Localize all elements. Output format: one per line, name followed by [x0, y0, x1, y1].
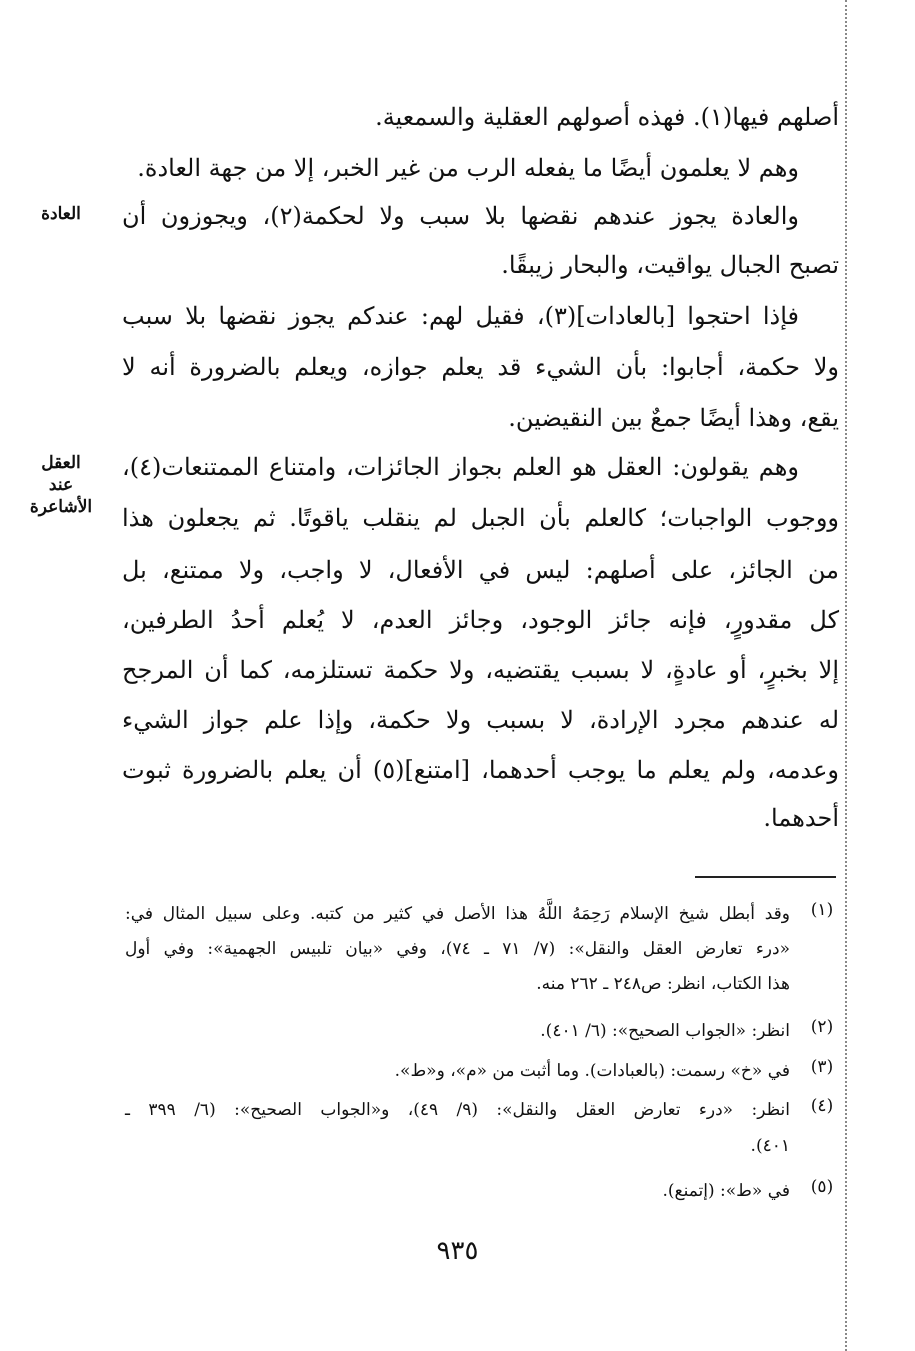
footnote-line: في «ط»: (إتمنع). — [662, 1181, 790, 1201]
margin-dotted-rule — [845, 0, 847, 1351]
footnote-number: (٣) — [810, 1057, 834, 1077]
margin-note-reason — [18, 452, 104, 518]
footnote-line: انظر: «الجواب الصحيح»: (٦/ ٤٠١). — [540, 1021, 790, 1041]
body-line: ووجوب الواجبات؛ كالعلم بأن الجبل لم ينقلب ياقوتًا. ثم يجعلون هذا — [122, 504, 839, 532]
footnote-2 — [125, 1014, 842, 1048]
body-line: له عندهم مجرد الإرادة، لا بسبب ولا حكمة، وإذا علم جواز الشيء — [122, 706, 840, 734]
body-line: ولا حكمة، أجابوا: بأن الشيء قد يعلم جوازه، ويعلم بالضرورة أنه لا — [122, 353, 839, 381]
body-line: يقع، وهذا أيضًا جمعٌ بين النقيضين. — [508, 404, 839, 432]
footnote-5 — [125, 1174, 842, 1208]
footnote-line: في «خ» رسمت: (بالعبادات). وما أثبت من «م»، و«ط». — [394, 1061, 790, 1081]
footnote-line: انظر: «درء تعارض العقل والنقل»: (٩/ ٤٩)، و«الجواب الصحيح»: (٦/ ٣٩٩ ـ — [125, 1100, 790, 1120]
margin-note-reason-line-2: عند الأشاعرة — [29, 475, 93, 517]
page-number: ٩٣٥ — [436, 1236, 479, 1266]
footnote-line: وقد أبطل شيخ الإسلام رَحِمَهُ اللَّهُ هذا الأصل في كثير من كتبه. وعلى سبيل المثال في: — [125, 904, 790, 924]
body-line: من الجائز، على أصلهم: ليس في الأفعال، لا واجب، ولا ممتنع، بل — [122, 556, 839, 584]
body-line: وهم لا يعلمون أيضًا ما يفعله الرب من غير الخبر، إلا من جهة العادة. — [137, 154, 799, 182]
footnote-line: ٤٠١). — [750, 1136, 790, 1156]
margin-note-reason-line-1: العقل — [41, 453, 81, 473]
body-line: والعادة يجوز عندهم نقضها بلا سبب ولا لحكمة(٢)، ويجوزون أن — [122, 202, 799, 230]
margin-note-habit-text: العادة — [41, 204, 81, 224]
footnote-line: «درء تعارض العقل والنقل»: (٧/ ٧١ ـ ٧٤)، وفي «بيان تلبيس الجهمية»: وفي أول — [125, 939, 790, 959]
body-line: أصلهم فيها(١). فهذه أصولهم العقلية والسمعية. — [375, 103, 839, 131]
footnote-number: (١) — [810, 900, 834, 920]
footnote-line: هذا الكتاب، انظر: ص٢٤٨ ـ ٢٦٢ منه. — [536, 974, 790, 994]
body-line: وهم يقولون: العقل هو العلم بجواز الجائزات، وامتناع الممتنعات(٤)، — [122, 453, 799, 481]
footnote-3 — [125, 1054, 842, 1088]
footnote-number: (٤) — [810, 1096, 834, 1116]
margin-note-habit — [18, 203, 104, 225]
footnote-4 — [125, 1093, 842, 1163]
body-line: كل مقدورٍ، فإنه جائز الوجود، وجائز العدم، لا يُعلم أحدُ الطرفين، — [122, 606, 839, 634]
body-line: أحدهما. — [763, 804, 839, 832]
body-line: وعدمه، ولم يعلم ما يوجب أحدهما، [امتنع](٥) أن يعلم بالضرورة ثبوت — [122, 756, 839, 784]
footnote-1 — [125, 897, 842, 1007]
body-line: فإذا احتجوا [بالعادات](٣)، فقيل لهم: عندكم يجوز نقضها بلا سبب — [122, 302, 799, 330]
footnote-number: (٥) — [810, 1177, 834, 1197]
footnote-number: (٢) — [810, 1017, 834, 1037]
footnote-separator — [695, 876, 836, 878]
body-line: تصبح الجبال يواقيت، والبحار زيبقًا. — [501, 251, 839, 279]
body-line: إلا بخبرٍ، أو عادةٍ، لا بسبب يقتضيه، ولا حكمة تستلزمه، كما أن المرجح — [122, 656, 839, 684]
